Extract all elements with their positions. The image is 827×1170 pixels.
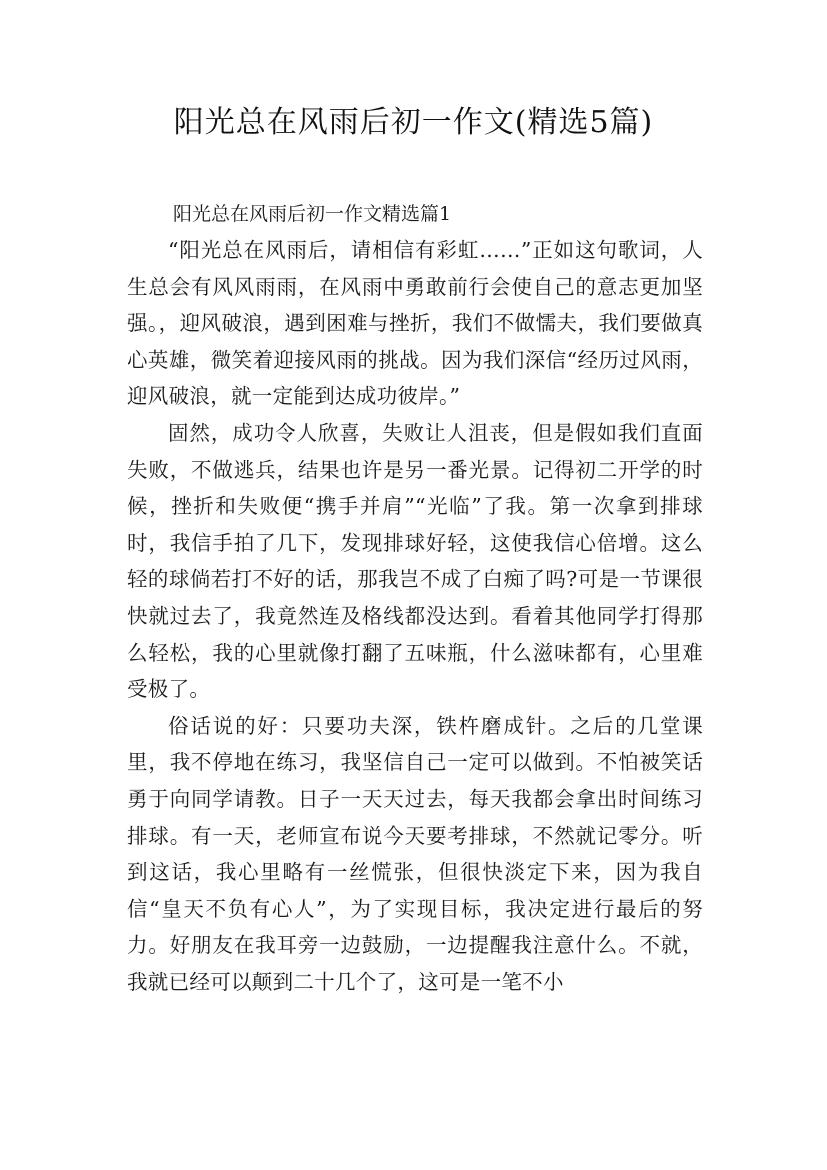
- document-body: [127, 196, 703, 1000]
- section-heading: 阳光总在风雨后初一作文精选篇1: [173, 203, 452, 225]
- paragraph-3: 俗话说的好：只要功夫深，铁杵磨成针。之后的几堂课里，我不停地在练习，我坚信自己一定可以做到。不怕被笑话勇于向同学请教。日子一天天过去，每天我都会拿出时间练习排球。有一天，老师宣布说今天要考排球，不然就记零分。听到这话，我心里略有一丝慌张，但很快淡定下来，因为我自信“皇天不负有心人”，为了实现目标，我决定进行最后的努力。好朋友在我耳旁一边鼓励，一边提醒我注意什么。不就，我就已经可以颠到二十几个了，这可是一笔不小: [127, 713, 703, 994]
- paragraph-2: 固然，成功令人欣喜，失败让人沮丧，但是假如我们直面失败，不做逃兵，结果也许是另一番光景。记得初二开学的时候，挫折和失败便“携手并肩”“光临”了我。第一次拿到排球时，我信手拍了几下，发现排球好轻，这使我信心倍增。这么轻的球倘若打不好的话，那我岂不成了白痴了吗?可是一节课很快就过去了，我竟然连及格线都没达到。看着其他同学打得那么轻松，我的心里就像打翻了五味瓶，什么滋味都有，心里难受极了。: [127, 420, 703, 702]
- paragraph-1: “阳光总在风雨后，请相信有彩虹……”正如这句歌词，人生总会有风风雨雨，在风雨中勇敢前行会使自己的意志更加坚强。，迎风破浪，遇到困难与挫折，我们不做懦夫，我们要做真心英雄，微笑着迎接风雨的挑战。因为我们深信“经历过风雨，迎风破浪，就一定能到达成功彼岸。”: [127, 238, 703, 409]
- document-title: 阳光总在风雨后初一作文(精选5篇): [173, 105, 654, 140]
